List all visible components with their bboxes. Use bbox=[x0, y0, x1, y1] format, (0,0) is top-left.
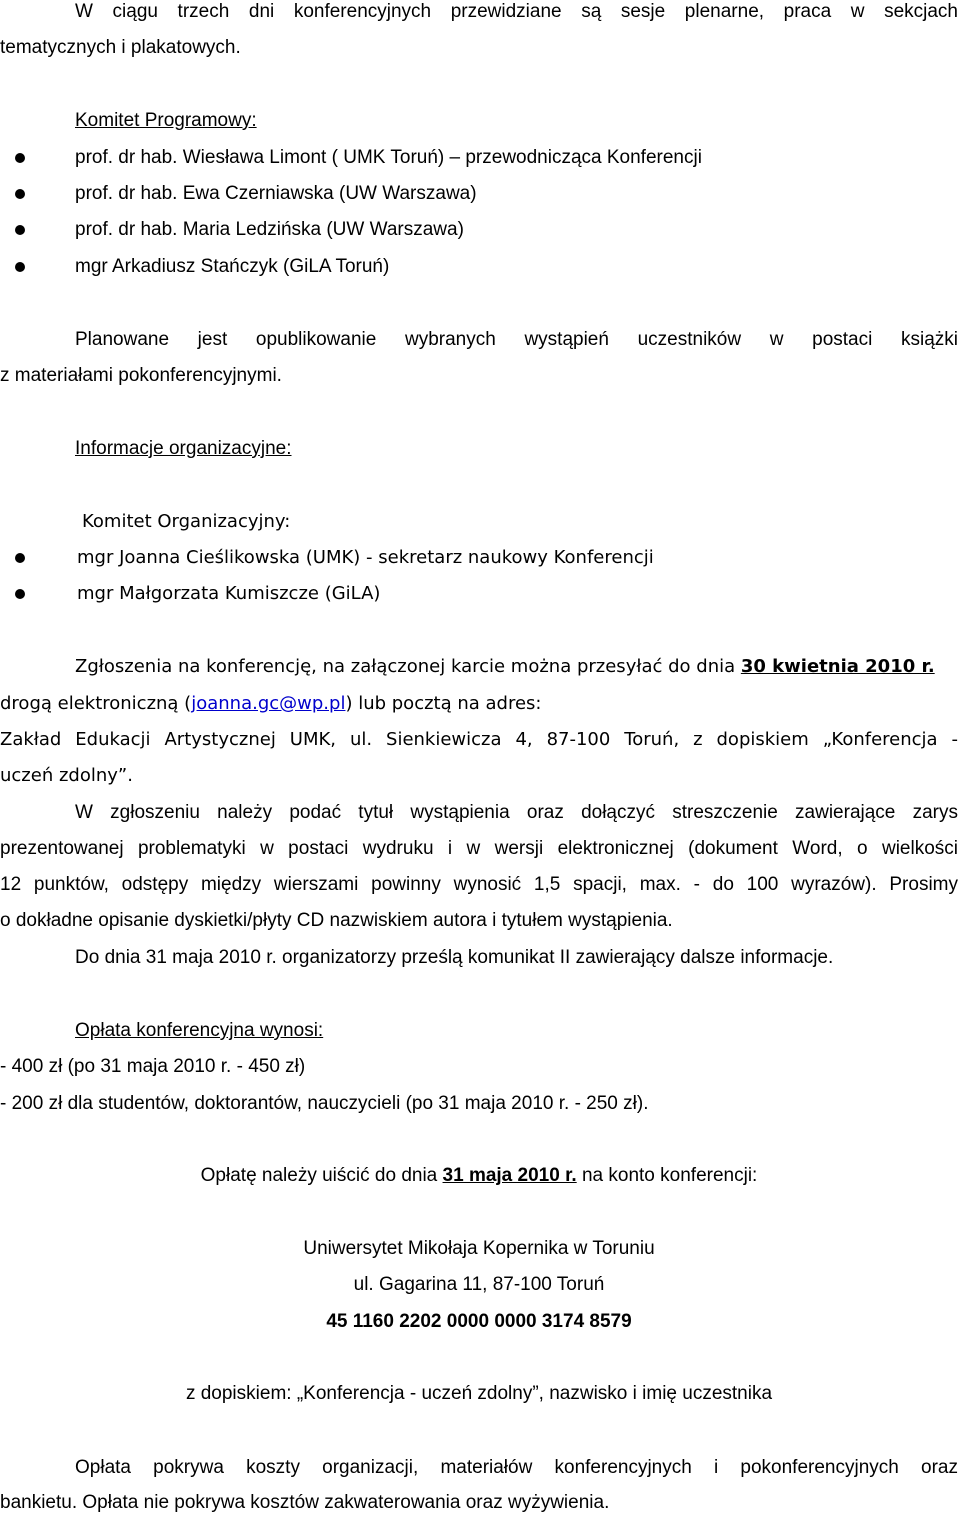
publication-line-2: z materiałami pokonferencyjnymi. bbox=[0, 365, 282, 386]
org-committee-heading: Komitet Organizacyjny: bbox=[82, 511, 291, 532]
intro-line-1: W ciągu trzech dni konferencyjnych przewidziane są sesje plenarne, praca w sekcjach bbox=[75, 1, 958, 22]
bullet-icon bbox=[15, 153, 25, 163]
bullet-icon bbox=[15, 589, 25, 599]
bank-account-number: 45 1160 2202 0000 0000 3174 8579 bbox=[326, 1311, 632, 1332]
submissions-text: drogą elektroniczną ( bbox=[0, 693, 192, 714]
org-committee-member: mgr Małgorzata Kumiszcze (GiLA) bbox=[77, 583, 381, 604]
coverage-line-1: Opłata pokrywa koszty organizacji, materiałów konferencyjnych i pokonferencyjnych oraz bbox=[75, 1457, 958, 1478]
bullet-icon bbox=[15, 189, 25, 199]
publication-line-1: Planowane jest opublikowanie wybranych wystąpień uczestników w postaci książki bbox=[75, 329, 958, 350]
submissions-line-4: uczeń zdolny”. bbox=[0, 765, 133, 786]
fee-line-2: - 200 zł dla studentów, doktorantów, nauczycieli (po 31 maja 2010 r. - 250 zł). bbox=[0, 1093, 649, 1114]
abstract-line-2: prezentowanej problematyki w postaci wydruku i w wersji elektronicznej (dokument Word, o wielkości bbox=[0, 838, 958, 859]
submissions-text: ) lub pocztą na adres: bbox=[345, 693, 542, 714]
program-committee-heading-text: Komitet Programowy: bbox=[75, 110, 257, 131]
payment-note: z dopiskiem: „Konferencja - uczeń zdolny”, nazwisko i imię uczestnika bbox=[185, 1383, 773, 1404]
org-info-heading-text: Informacje organizacyjne: bbox=[75, 438, 292, 459]
payment-text: Opłatę należy uiścić do dnia bbox=[200, 1165, 443, 1186]
abstract-line-5: Do dnia 31 maja 2010 r. organizatorzy prześlą komunikat II zawierający dalsze informacje. bbox=[75, 947, 834, 968]
bullet-icon bbox=[15, 262, 25, 272]
bank-name: Uniwersytet Mikołaja Kopernika w Toruniu bbox=[303, 1238, 655, 1259]
org-committee-member: mgr Joanna Cieślikowska (UMK) - sekretarz naukowy Konferencji bbox=[77, 547, 654, 568]
program-committee-member: prof. dr hab. Ewa Czerniawska (UW Warszawa) bbox=[75, 183, 477, 204]
fee-heading bbox=[0, 1019, 958, 1043]
payment-text: na konto konferencji: bbox=[576, 1165, 758, 1186]
abstract-line-4: o dokładne opisanie dyskietki/płyty CD nazwiskiem autora i tytułem wystąpienia. bbox=[0, 910, 673, 931]
coverage-line-2: bankietu. Opłata nie pokrywa kosztów zakwaterowania oraz wyżywienia. bbox=[0, 1492, 610, 1513]
payment-deadline: 31 maja 2010 r. bbox=[442, 1165, 577, 1186]
submissions-line-1 bbox=[0, 655, 958, 679]
org-info-heading bbox=[0, 437, 958, 461]
fee-line-1: - 400 zł (po 31 maja 2010 r. - 450 zł) bbox=[0, 1056, 306, 1077]
submissions-line-3: Zakład Edukacji Artystycznej UMK, ul. Sienkiewicza 4, 87-100 Toruń, z dopiskiem „Konferencja - bbox=[0, 729, 958, 750]
intro-line-2: tematycznych i plakatowych. bbox=[0, 37, 241, 58]
program-committee-member: prof. dr hab. Maria Ledzińska (UW Warszawa) bbox=[75, 219, 464, 240]
bank-address: ul. Gagarina 11, 87-100 Toruń bbox=[353, 1274, 605, 1295]
program-committee-member: prof. dr hab. Wiesława Limont ( UMK Toruń) – przewodnicząca Konferencji bbox=[75, 147, 702, 168]
abstract-line-3: 12 punktów, odstępy między wierszami powinny wynosić 1,5 spacji, max. - do 100 wyrazów). Prosimy bbox=[0, 874, 958, 895]
submissions-text: Zgłoszenia na konferencję, na załączonej karcie można przesyłać do dnia bbox=[75, 656, 741, 677]
email-link[interactable]: joanna.gc@wp.pl bbox=[191, 693, 346, 714]
fee-heading-text: Opłata konferencyjna wynosi: bbox=[75, 1020, 324, 1041]
program-committee-heading bbox=[0, 109, 958, 133]
bullet-icon bbox=[15, 225, 25, 235]
bullet-icon bbox=[15, 553, 25, 563]
program-committee-member: mgr Arkadiusz Stańczyk (GiLA Toruń) bbox=[75, 256, 390, 277]
submission-deadline: 30 kwietnia 2010 r. bbox=[740, 656, 935, 677]
submissions-line-2 bbox=[0, 692, 958, 716]
abstract-line-1: W zgłoszeniu należy podać tytuł wystąpienia oraz dołączyć streszczenie zawierające zarys bbox=[75, 802, 958, 823]
payment-deadline-line bbox=[0, 1164, 958, 1188]
